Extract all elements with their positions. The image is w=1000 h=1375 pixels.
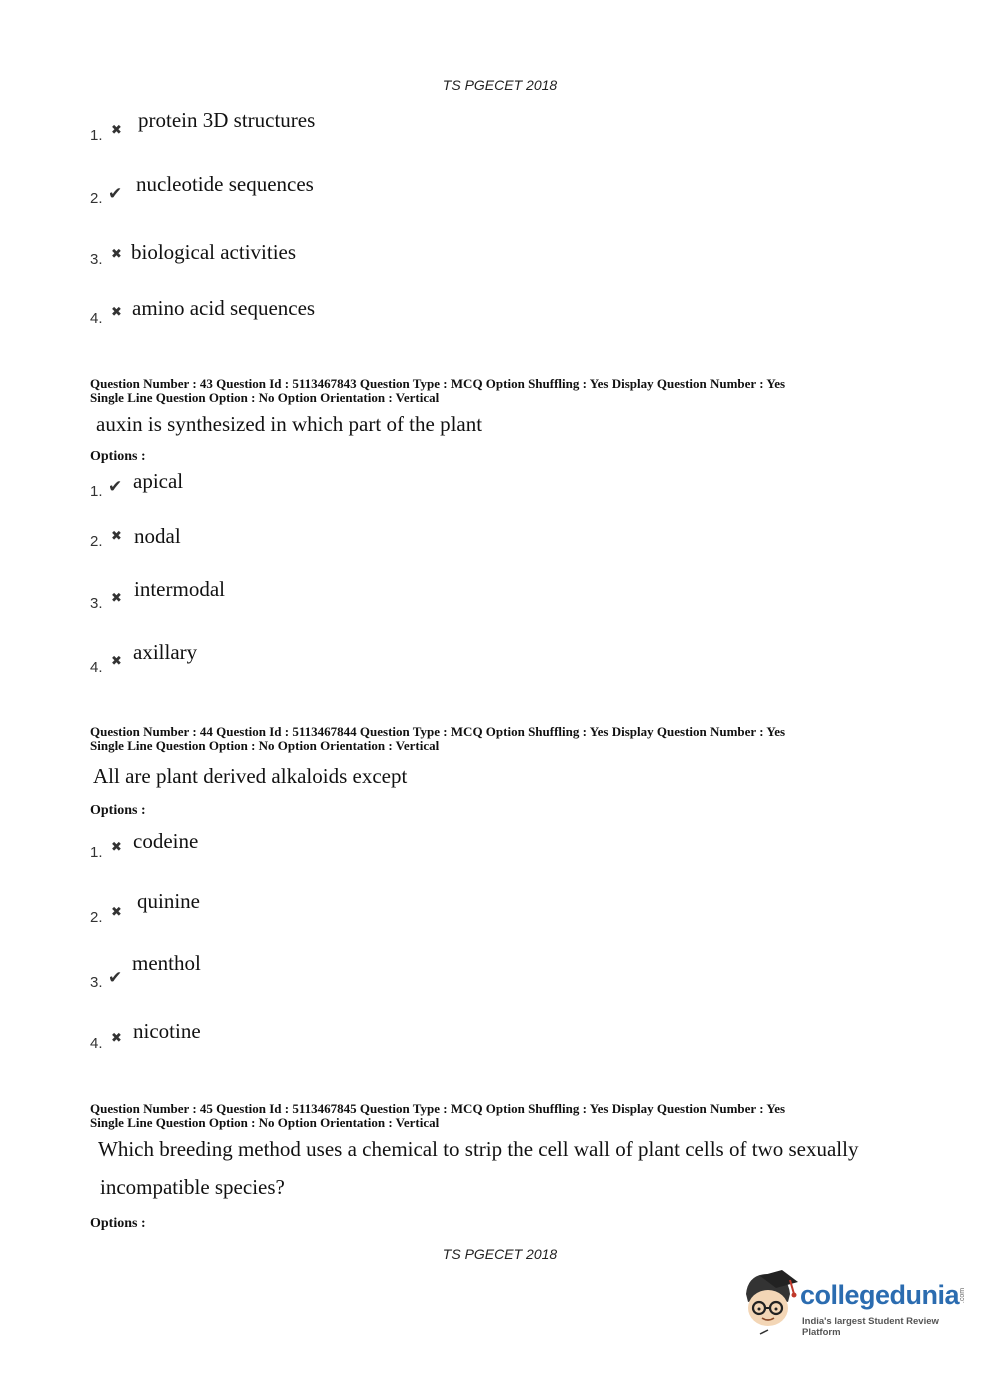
option-number: 3. bbox=[90, 974, 103, 991]
option-number: 1. bbox=[90, 127, 103, 144]
option-text: protein 3D structures bbox=[138, 108, 316, 132]
cross-icon: ✖ bbox=[111, 529, 122, 544]
option-text: nucleotide sequences bbox=[136, 172, 314, 196]
options-label: Options : bbox=[90, 1216, 146, 1231]
option-text: nodal bbox=[134, 524, 181, 548]
option-number: 1. bbox=[90, 844, 103, 861]
question-text: incompatible species? bbox=[100, 1175, 285, 1199]
option-text: codeine bbox=[133, 829, 199, 853]
question-text: auxin is synthesized in which part of the plant bbox=[96, 412, 483, 436]
question-meta: Single Line Question Option : No Option Orientation : Vertical bbox=[90, 390, 440, 405]
options-label: Options : bbox=[90, 449, 146, 464]
cross-icon: ✖ bbox=[111, 591, 122, 606]
logo-tagline: India's largest Student Review Platform bbox=[802, 1316, 939, 1338]
option-text: biological activities bbox=[131, 240, 297, 264]
question-meta: Question Number : 43 Question Id : 5113467843 Question Type : MCQ Option Shuffling : Yes Display Question Number : Yes bbox=[90, 376, 786, 391]
option-text: menthol bbox=[132, 951, 201, 975]
option-number: 3. bbox=[90, 251, 103, 268]
question-meta: Question Number : 45 Question Id : 5113467845 Question Type : MCQ Option Shuffling : Yes Display Question Number : Yes bbox=[90, 1101, 786, 1116]
option-text: nicotine bbox=[133, 1019, 201, 1043]
cross-icon: ✖ bbox=[111, 905, 122, 920]
option-text: quinine bbox=[137, 889, 200, 913]
cross-icon: ✖ bbox=[111, 654, 122, 669]
logo-wordmark: collegedunia bbox=[800, 1280, 960, 1310]
collegedunia-logo bbox=[738, 1268, 978, 1340]
option-text: intermodal bbox=[134, 577, 225, 601]
option-number: 2. bbox=[90, 190, 103, 207]
question-text: Which breeding method uses a chemical to strip the cell wall of plant cells of two sexually bbox=[98, 1137, 859, 1161]
option-number: 3. bbox=[90, 595, 103, 612]
option-number: 2. bbox=[90, 909, 103, 926]
question-meta: Single Line Question Option : No Option Orientation : Vertical bbox=[90, 1115, 440, 1130]
check-icon: ✔ bbox=[108, 477, 123, 497]
option-text: amino acid sequences bbox=[132, 296, 316, 320]
cross-icon: ✖ bbox=[111, 1031, 122, 1046]
option-number: 4. bbox=[90, 1035, 103, 1052]
logo-suffix: .com bbox=[959, 1287, 967, 1304]
question-meta: Question Number : 44 Question Id : 5113467844 Question Type : MCQ Option Shuffling : Yes Display Question Number : Yes bbox=[90, 724, 786, 739]
option-number: 2. bbox=[90, 533, 103, 550]
page-footer-header: TS PGECET 2018 bbox=[442, 1246, 558, 1262]
cross-icon: ✖ bbox=[111, 305, 122, 320]
mascot-icon bbox=[738, 1268, 800, 1338]
page-header: TS PGECET 2018 bbox=[442, 77, 558, 93]
check-icon: ✔ bbox=[108, 968, 123, 988]
options-label: Options : bbox=[90, 803, 146, 818]
check-icon: ✔ bbox=[108, 184, 123, 204]
option-text: axillary bbox=[133, 640, 198, 664]
question-text: All are plant derived alkaloids except bbox=[93, 764, 408, 788]
option-number: 4. bbox=[90, 659, 103, 676]
option-number: 1. bbox=[90, 483, 103, 500]
cross-icon: ✖ bbox=[111, 840, 122, 855]
cross-icon: ✖ bbox=[111, 123, 122, 138]
question-meta: Single Line Question Option : No Option Orientation : Vertical bbox=[90, 738, 440, 753]
option-text: apical bbox=[133, 469, 184, 493]
cross-icon: ✖ bbox=[111, 247, 122, 262]
option-number: 4. bbox=[90, 310, 103, 327]
